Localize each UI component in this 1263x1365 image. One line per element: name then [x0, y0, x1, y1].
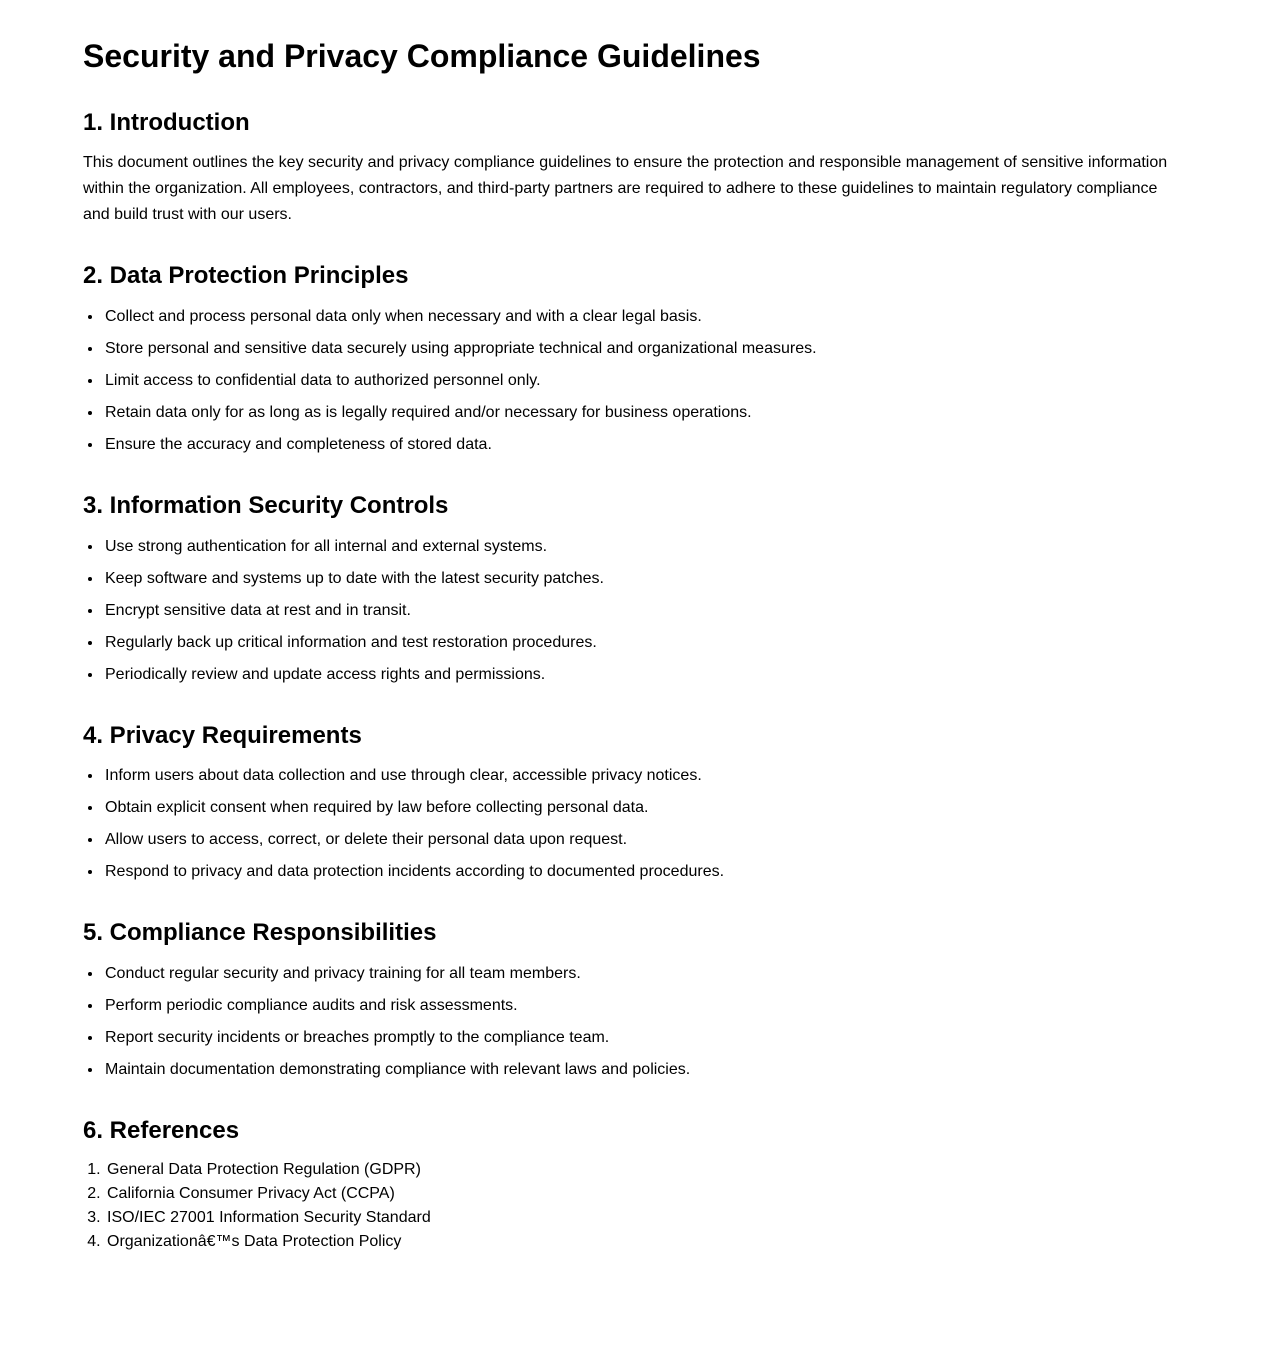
list-item: • Collect and process personal data only when necessary and with a clear legal basis. — [103, 304, 1180, 330]
document-page — [83, 38, 1180, 1254]
references-list — [83, 1158, 1180, 1254]
section-heading-data-protection-principles: 2. Data Protection Principles — [83, 262, 409, 290]
section-heading-references: 6. References — [83, 1116, 240, 1144]
section-data-protection-principles — [83, 262, 1180, 458]
list-item: • Ensure the accuracy and completeness of stored data. — [103, 432, 1180, 458]
section-introduction — [83, 109, 1180, 229]
list-item: • Conduct regular security and privacy training for all team members. — [103, 961, 1180, 987]
list-item: • Obtain explicit consent when required by law before collecting personal data. — [103, 795, 1180, 821]
privacy-requirements-bullet-list — [83, 763, 1180, 885]
section-references — [83, 1117, 1180, 1255]
reference-item: 1. General Data Protection Regulation (GDPR) — [105, 1158, 1180, 1182]
list-item: • Limit access to confidential data to authorized personnel only. — [103, 368, 1180, 394]
list-item: • Use strong authentication for all internal and external systems. — [103, 534, 1180, 560]
section-privacy-requirements — [83, 722, 1180, 886]
security-controls-bullet-list — [83, 534, 1180, 688]
list-item: • Inform users about data collection and use through clear, accessible privacy notices. — [103, 763, 1180, 789]
data-protection-bullet-list — [83, 304, 1180, 458]
section-heading-privacy-requirements: 4. Privacy Requirements — [83, 721, 362, 749]
list-item: • Maintain documentation demonstrating compliance with relevant laws and policies. — [103, 1057, 1180, 1083]
list-item: • Perform periodic compliance audits and risk assessments. — [103, 993, 1180, 1019]
section-compliance-responsibilities — [83, 919, 1180, 1083]
reference-item: 3. ISO/IEC 27001 Information Security Standard — [105, 1206, 1180, 1230]
document-title: Security and Privacy Compliance Guidelines — [83, 38, 761, 74]
compliance-responsibilities-bullet-list — [83, 961, 1180, 1083]
section-information-security-controls — [83, 492, 1180, 688]
introduction-paragraph: This document outlines the key security and privacy compliance guidelines to ensure the protection and responsible management of sensitive information within the organization. All employees, contractors, and third-party partners are required to adhere to these guidelines to maintain regulatory compliance and build trust with our users. — [83, 154, 1168, 224]
list-item: • Encrypt sensitive data at rest and in transit. — [103, 598, 1180, 624]
reference-item: 4. Organizationâ€™s Data Protection Policy — [105, 1230, 1180, 1254]
list-item: • Allow users to access, correct, or delete their personal data upon request. — [103, 827, 1180, 853]
reference-item: 2. California Consumer Privacy Act (CCPA) — [105, 1182, 1180, 1206]
list-item: • Retain data only for as long as is legally required and/or necessary for business operations. — [103, 400, 1180, 426]
section-heading-compliance-responsibilities: 5. Compliance Responsibilities — [83, 919, 437, 947]
list-item: • Regularly back up critical information and test restoration procedures. — [103, 630, 1180, 656]
list-item: • Report security incidents or breaches promptly to the compliance team. — [103, 1025, 1180, 1051]
section-heading-information-security-controls: 3. Information Security Controls — [83, 491, 449, 519]
list-item: • Periodically review and update access rights and permissions. — [103, 662, 1180, 688]
list-item: • Respond to privacy and data protection incidents according to documented procedures. — [103, 859, 1180, 885]
section-heading-introduction: 1. Introduction — [83, 108, 250, 136]
list-item: • Store personal and sensitive data securely using appropriate technical and organizational measures. — [103, 336, 1180, 362]
list-item: • Keep software and systems up to date with the latest security patches. — [103, 566, 1180, 592]
